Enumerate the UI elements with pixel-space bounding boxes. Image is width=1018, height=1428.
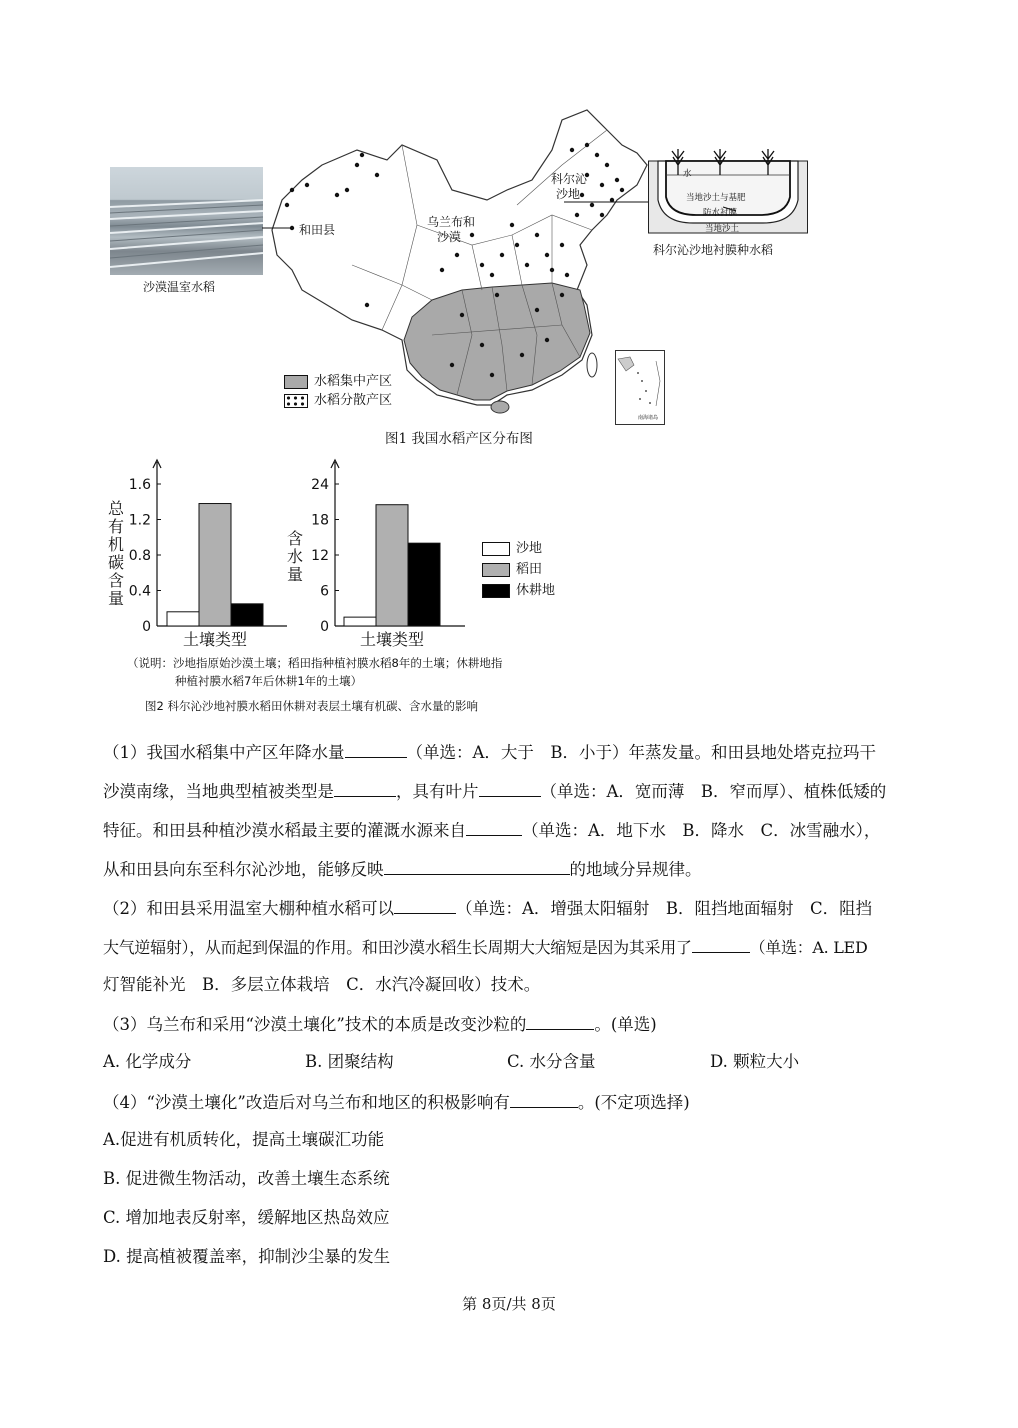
- chart2-tick-label: 12: [311, 548, 329, 564]
- legend-gray-swatch: [284, 375, 308, 389]
- legend-paddy: [482, 559, 555, 580]
- q1-l2-c: （单选：A．宽而薄 B．窄而厚）、植株低矮的: [540, 782, 887, 801]
- chart1-tick-label: 0.4: [128, 583, 151, 600]
- q4-option-c[interactable]: C. 增加地表反射率，缓解地区热岛效应: [103, 1208, 390, 1227]
- chart1-tick-label: 0: [142, 619, 151, 635]
- q1-l1-a: （1）我国水稻集中产区年降水量: [103, 743, 345, 762]
- q1-l3-a: 特征。和田县种植沙漠水稻最主要的灌溉水源来自: [103, 821, 466, 840]
- figure2-note-2: 种植衬膜水稻7年后休耕1年的土壤）: [175, 674, 363, 688]
- chart1-tick-label: 0.8: [128, 548, 151, 564]
- figure2-caption: 图2 科尔沁沙地衬膜水稻田休耕对表层土壤有机碳、含水量的影响: [145, 699, 478, 713]
- chart2-tick-label: 24: [311, 477, 329, 493]
- label-ulanbuh-1: 乌兰布和: [427, 215, 476, 229]
- legend-scattered-label: 水稻分散产区: [314, 393, 393, 408]
- map-legend: [284, 372, 392, 410]
- figure2-note-1: （说明：沙地指原始沙漠土壤；稻田指种植衬膜水稻8年的土壤；休耕地指: [127, 656, 503, 670]
- q3-options: [103, 1052, 823, 1074]
- q1-blank-5[interactable]: [384, 858, 570, 875]
- legend-fallow-label: 休耕地: [516, 583, 556, 598]
- q1-l4-a: 从和田县向东至科尔沁沙地，能够反映: [103, 860, 384, 879]
- q2-line1: [103, 897, 872, 919]
- photo-label: 沙漠温室水稻: [143, 280, 216, 294]
- q1-blank-3[interactable]: [479, 780, 541, 797]
- chart2-tick-label: 6: [320, 583, 329, 600]
- diagram-title: 科尔沁沙地衬膜种水稻: [653, 243, 774, 257]
- chart2-bar-1: [344, 617, 376, 626]
- q4-option-d[interactable]: D. 提高植被覆盖率，抑制沙尘暴的发生: [103, 1247, 391, 1266]
- q2-l1-b: （单选：A．增强太阳辐射 B．阻挡地面辐射 C．阻挡: [456, 899, 873, 918]
- q3-blank[interactable]: [526, 1013, 594, 1030]
- chart2-xlabel: 土壤类型: [360, 630, 425, 649]
- diagram-layer1: 当地沙土与基肥: [686, 193, 746, 203]
- legend-fallow-swatch: [482, 584, 510, 598]
- q4-a: （4）“沙漠土壤化”改造后对乌兰布和地区的积极影响有: [103, 1093, 510, 1112]
- q2-l2-a: 大气逆辐射），从而起到保温的作用。和田沙漠水稻生长周期大大缩短是因为其采用了: [103, 938, 692, 957]
- legend-scattered: [284, 391, 392, 410]
- diagram-water: 水: [683, 169, 692, 179]
- q4-line: [103, 1091, 690, 1113]
- figure1-caption: 图1 我国水稻产区分布图: [385, 431, 533, 447]
- chart2-ylabel: 含水量: [287, 529, 304, 584]
- q3-option-a[interactable]: A. 化学成分: [103, 1052, 192, 1071]
- chart1-tick-label: 1.6: [128, 477, 151, 493]
- q1-l1-b: （单选：A．大于 B．小于）年蒸发量。和田县地处塔克拉玛干: [406, 743, 877, 762]
- q1-line3: [103, 819, 880, 841]
- q3-line: [103, 1013, 657, 1035]
- diagram-layer2: 防水衬膜: [703, 208, 738, 218]
- q1-line4: [103, 858, 702, 880]
- legend-concentrated: [284, 372, 392, 391]
- q4-option-a[interactable]: A.促进有机质转化，提高土壤碳汇功能: [103, 1130, 385, 1149]
- q2-blank-1[interactable]: [394, 897, 456, 914]
- q4-option-b[interactable]: B. 促进微生物活动，改善土壤生态系统: [103, 1169, 390, 1188]
- q1-blank-2[interactable]: [334, 780, 396, 797]
- chart1-bar-3: [231, 604, 263, 626]
- q3-a: （3）乌兰布和采用“沙漠土壤化”技术的本质是改变沙粒的: [103, 1015, 527, 1034]
- chart1-xlabel: 土壤类型: [183, 630, 248, 649]
- legend-sand-label: 沙地: [516, 541, 543, 556]
- greenhouse-rows: [110, 167, 263, 275]
- q1-l3-b: （单选：A．地下水 B．降水 C．冰雪融水），: [522, 821, 881, 840]
- q1-blank-1[interactable]: [345, 741, 407, 758]
- q2-l3: 灯智能补光 B．多层立体栽培 C．水汽冷凝回收）技术。: [103, 975, 541, 994]
- q3-option-b[interactable]: B. 团聚结构: [305, 1052, 394, 1071]
- label-hetian: 和田县: [299, 223, 336, 237]
- chart2-tick-label: 18: [311, 512, 329, 529]
- q2-l1-a: （2）和田县采用温室大棚种植水稻可以: [103, 899, 394, 918]
- q3-option-d[interactable]: D. 颗粒大小: [710, 1052, 800, 1071]
- south-china-sea-inset: [615, 350, 665, 425]
- inset-label: 南海诸岛: [638, 415, 659, 421]
- diagram-layer3: 当地沙土: [705, 224, 740, 234]
- page-footer: 第 8页/共 8页: [462, 1295, 556, 1313]
- q1-line1: [103, 741, 876, 763]
- chart1-bar-1: [167, 612, 199, 626]
- q2-line2: [103, 936, 867, 958]
- legend-fallow: [482, 580, 555, 601]
- q4-b: 。(不定项选择): [577, 1093, 690, 1112]
- legend-paddy-swatch: [482, 563, 510, 577]
- chart2-bar-2: [376, 505, 408, 626]
- q2-l2-b: （单选：A. LED: [749, 938, 868, 957]
- q2-line3: [103, 975, 540, 995]
- legend-sand: [482, 538, 555, 559]
- legend-concentrated-label: 水稻集中产区: [314, 374, 393, 389]
- chart-legend: [482, 538, 555, 601]
- greenhouse-photo: [110, 167, 263, 275]
- chart1-bar-2: [199, 504, 231, 626]
- q1-l2-b: ，具有叶片: [396, 782, 479, 801]
- chart2-tick-label: 0: [320, 619, 329, 635]
- q3-option-c[interactable]: C. 水分含量: [507, 1052, 596, 1071]
- q3-b: 。(单选): [594, 1015, 657, 1034]
- legend-paddy-label: 稻田: [516, 562, 543, 577]
- label-horqin-2: 沙地: [556, 187, 581, 201]
- q1-l4-b: 的地域分异规律。: [569, 860, 702, 879]
- q1-l2-a: 沙漠南缘，当地典型植被类型是: [103, 782, 334, 801]
- label-horqin-1: 科尔沁: [551, 172, 588, 186]
- legend-sand-swatch: [482, 542, 510, 556]
- q1-line2: [103, 780, 886, 802]
- label-ulanbuh-2: 沙漠: [437, 230, 462, 244]
- chart2-bar-3: [408, 543, 440, 626]
- chart1-tick-label: 1.2: [128, 512, 151, 529]
- q2-blank-2[interactable]: [692, 936, 750, 953]
- rice-concentrated-region: [404, 283, 590, 400]
- q4-blank[interactable]: [510, 1091, 578, 1108]
- chart1-ylabel: 总有机碳含量: [108, 499, 125, 608]
- legend-dots-swatch: [284, 394, 308, 408]
- q1-blank-4[interactable]: [466, 819, 522, 836]
